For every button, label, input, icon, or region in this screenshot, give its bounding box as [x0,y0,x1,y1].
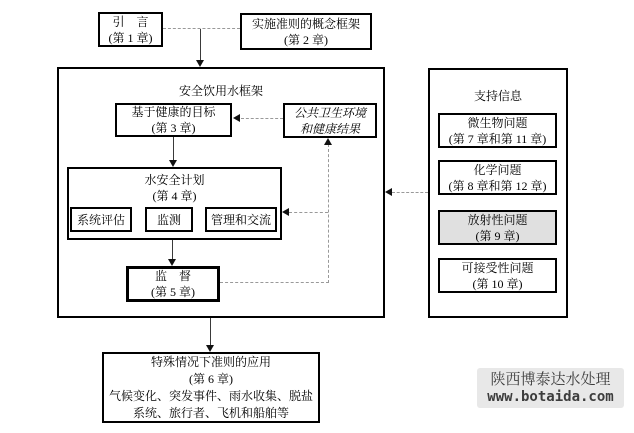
intro-box [98,12,163,47]
public-health-line2: 和健康结果 [299,121,360,136]
concept-title: 实施准则的概念框架 [251,16,360,31]
support-acceptability-box [438,258,557,293]
health-targets-chapter: (第 3 章) [151,121,196,135]
special-circumstances-box [102,352,320,423]
arrow-up-icon [324,138,332,145]
arrow-left-icon [282,208,289,216]
arrow-down-icon [168,259,176,266]
arrow-down-icon [196,60,204,67]
intro-title: 引 言 [112,14,149,29]
connector-targets-to-wsp [173,137,174,160]
watermark-url: www.botaida.com [487,388,614,405]
intro-chapter: (第 1 章) [108,30,153,45]
connector-feedback-to-wsp [289,212,328,213]
connector-surveillance-feedback-h [220,282,329,283]
health-targets-box [115,103,232,137]
wsp-component-label: 系统评估 [76,212,125,227]
support-info-title: 支持信息 [473,89,522,103]
support-radiological-box [438,210,557,245]
wsp-title: 水安全计划 [144,173,205,187]
connector-intro-concept [163,28,240,29]
connector-surveillance-feedback-v [328,144,329,283]
connector-framework-to-special [210,318,211,345]
support-item-title: 化学问题 [473,162,522,177]
wsp-component-label: 监测 [156,212,181,227]
arrow-left-icon [233,114,240,122]
support-item-chapter: (第 9 章) [475,228,520,243]
support-microbial-box [438,113,557,148]
wsp-management-communication-box [205,207,277,232]
support-item-title: 微生物问题 [467,115,528,130]
special-title: 特殊情况下准则的应用 [150,354,271,369]
watermark-company: 陕西博泰达水处理 [490,370,611,388]
special-examples-line2: 系统、旅行者、飞机和船舶等 [132,405,289,420]
support-item-chapter: (第 7 章和第 11 章) [448,131,547,146]
support-chemical-box [438,160,557,195]
connector-support-to-framework [392,192,428,193]
connector-wsp-to-surveillance [172,240,173,259]
support-item-title: 可接受性问题 [461,260,534,275]
wsp-monitoring-box [145,207,193,232]
support-item-title: 放射性问题 [467,212,528,227]
special-chapter: (第 6 章) [189,371,233,386]
surveillance-box [126,266,220,302]
arrow-down-icon [169,160,177,167]
support-item-chapter: (第 10 章) [472,276,523,291]
public-health-line1: 公共卫生环境 [293,105,366,120]
concept-framework-box [240,13,372,50]
wsp-component-label: 管理和交流 [210,212,271,227]
support-item-chapter: (第 8 章和第 12 章) [448,178,547,193]
arrow-down-icon [206,345,214,352]
wsp-chapter: (第 4 章) [152,189,197,203]
public-health-box [283,103,377,138]
surveillance-chapter: (第 5 章) [151,285,195,299]
wsp-system-assessment-box [70,207,132,232]
special-examples-line1: 气候变化、突发事件、雨水收集、脱盐 [108,388,313,403]
framework-title: 安全饮用水框架 [178,84,263,98]
arrow-left-icon [385,188,392,196]
connector-top-to-framework [200,29,201,61]
health-targets-title: 基于健康的目标 [131,105,216,119]
connector-publichealth-to-targets [241,118,283,119]
concept-chapter: (第 2 章) [284,32,328,47]
surveillance-title: 监 督 [154,269,191,283]
watermark [477,368,624,408]
